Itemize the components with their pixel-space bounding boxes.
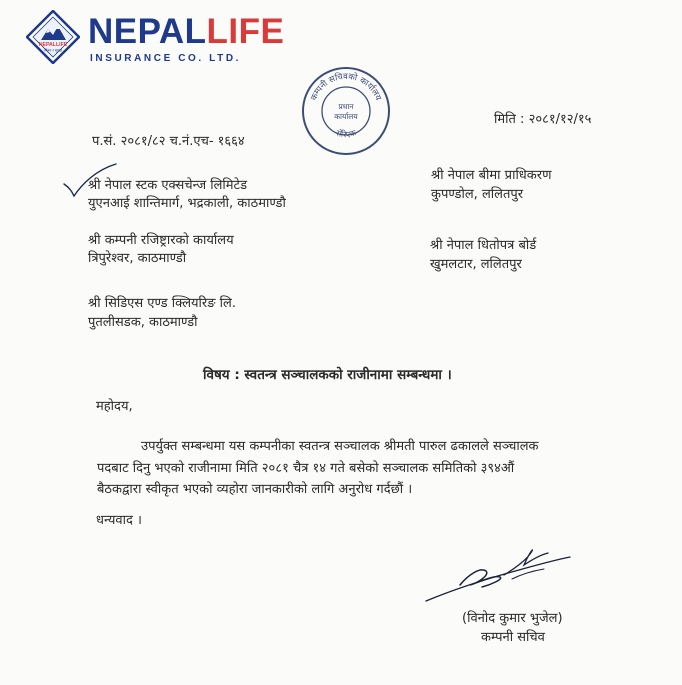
brand-name-part2: LIFE bbox=[206, 12, 285, 51]
svg-text:सेरिएक bbox=[335, 127, 358, 139]
closing: धन्यवाद । bbox=[96, 513, 142, 528]
letter-body bbox=[97, 436, 617, 501]
signatory-name: (विनोद कुमार भुजेल) bbox=[462, 611, 563, 626]
recipient-left-1-address: युएनआई शान्तिमार्ग, भद्रकाली, काठमाण्डौ bbox=[88, 196, 286, 211]
signatory-title: कम्पनी सचिव bbox=[481, 630, 545, 645]
recipient-left-2-address: त्रिपुरेश्वर, काठमाण्डौ bbox=[88, 251, 187, 266]
recipient-left-1-name: श्री नेपाल स्टक एक्सचेन्ज लिमिटेड bbox=[88, 178, 248, 193]
stamp-center-line2: कार्यालय bbox=[334, 112, 358, 121]
emblem-sub: जीवन र सुरक्षा bbox=[43, 48, 63, 53]
body-line-1: उपर्युक्त सम्बन्धमा यस कम्पनीका स्वतन्त्र सञ्चालक श्रीमती पारुल ढकालले सञ्चालक bbox=[141, 439, 539, 454]
recipient-right-2-address: खुमलटार, ललितपुर bbox=[430, 257, 522, 272]
brand-subtitle: INSURANCE CO. LTD. bbox=[90, 53, 242, 64]
letter-subject: विषय : स्वतन्त्र सञ्चालकको राजीनामा सम्बन्धमा । bbox=[203, 367, 452, 383]
body-line-2: पदबाट दिनु भएको राजीनामा मिति २०८१ चैत्र १४ गते बसेको सञ्चालक समितिको ३९४औं bbox=[97, 460, 515, 476]
office-stamp-icon bbox=[300, 65, 392, 157]
brand-name bbox=[88, 12, 284, 52]
emblem-label: NEPALLIFE bbox=[38, 42, 68, 48]
recipient-left-2-name: श्री कम्पनी रजिष्ट्रारको कार्यालय bbox=[88, 233, 234, 248]
recipient-left-3-address: पुतलीसडक, काठमाण्डौ bbox=[88, 315, 198, 330]
recipient-right-1-address: कुपण्डोल, ललितपुर bbox=[431, 187, 524, 202]
body-line-3: बैठकद्वारा स्वीकृत भएको व्यहोरा जानकारीको लागि अनुरोध गर्दछौं । bbox=[97, 482, 413, 497]
recipient-right-1-name: श्री नेपाल बीमा प्राधिकरण bbox=[431, 168, 552, 183]
signature-icon bbox=[420, 545, 580, 607]
salutation: महोदय, bbox=[96, 399, 133, 414]
stamp-bottom-text: सेरिएक bbox=[334, 128, 358, 140]
letter-date: मिति : २०८१/१२/१५ bbox=[494, 112, 592, 127]
recipient-right-2-name: श्री नेपाल धितोपत्र बोर्ड bbox=[430, 238, 537, 253]
nepal-life-emblem-icon bbox=[26, 10, 80, 64]
stamp-center-line1: प्रधान bbox=[338, 102, 354, 111]
brand-name-part1: NEPAL bbox=[88, 12, 207, 51]
recipient-left-3-name: श्री सिडिएस एण्ड क्लियरिङ लि. bbox=[88, 296, 236, 311]
reference-number: प.सं. २०८१/८२ च.नं.एच- १६६४ bbox=[92, 134, 245, 149]
stamp-ring-text: कम्पनी सचिवको कार्यालय bbox=[309, 71, 383, 103]
